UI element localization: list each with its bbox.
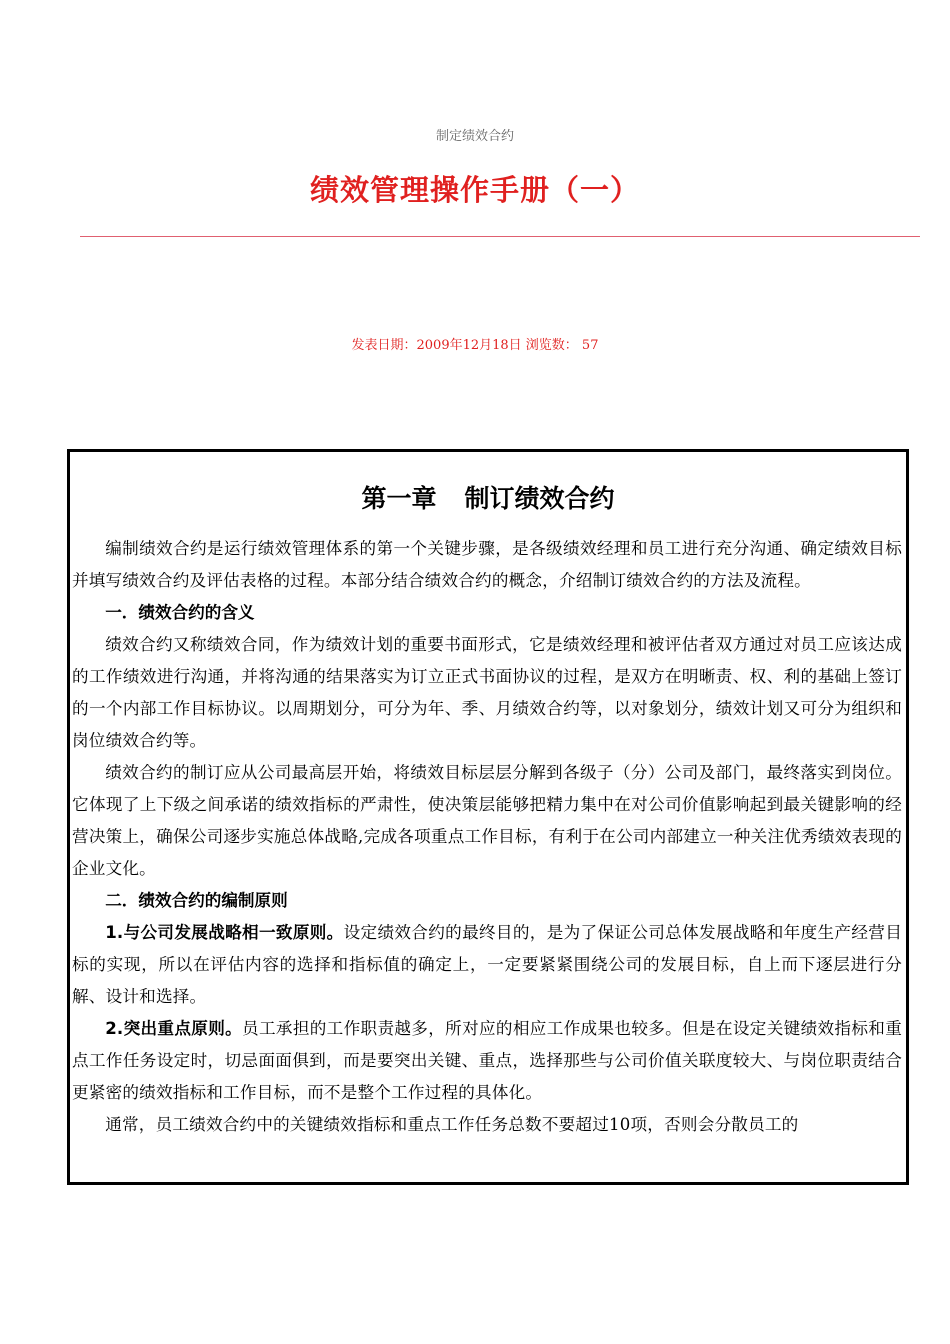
- section-heading-1: 一．绩效合约的含义: [105, 603, 255, 622]
- intro-paragraph: 编制绩效合约是运行绩效管理体系的第一个关键步骤，是各级绩效经理和员工进行充分沟通、确定绩效目标并填写绩效合约及评估表格的过程。本部分结合绩效合约的概念，介绍制订绩效合约的方法及流程。: [72, 539, 902, 590]
- principle-1-lead: 1.与公司发展战略相一致原则。: [105, 923, 344, 942]
- principle-2: [72, 1013, 902, 1109]
- chapter-name: 制订绩效合约: [464, 484, 615, 513]
- body-text: [70, 533, 906, 1141]
- content-box: [67, 449, 909, 1185]
- section-heading-2: 二．绩效合约的编制原则: [105, 891, 288, 910]
- title-divider: [80, 236, 920, 237]
- document-title: 绩效管理操作手册（一）: [309, 173, 640, 207]
- paragraph-definition: 绩效合约又称绩效合同，作为绩效计划的重要书面形式，它是绩效经理和被评估者双方通过对员工应该达成的工作绩效进行沟通，并将沟通的结果落实为订立正式书面协议的过程，是双方在明晰责、权、利的基础上签订的一个内部工作目标协议。以周期划分，可分为年、季、月绩效合约等，以对象划分，绩效计划又可分为组织和岗位绩效合约等。: [72, 635, 902, 750]
- principle-1: [72, 917, 902, 1013]
- chapter-title: [70, 479, 906, 519]
- paragraph-formulation: 绩效合约的制订应从公司最高层开始，将绩效目标层层分解到各级子（分）公司及部门，最终落实到岗位。它体现了上下级之间承诺的绩效指标的严肃性，使决策层能够把精力集中在对公司价值影响起到最关键影响的经营决策上，确保公司逐步实施总体战略,完成各项重点工作目标，有利于在公司内部建立一种关注优秀绩效表现的企业文化。: [72, 763, 902, 878]
- paragraph-indicator-count: 通常，员工绩效合约中的关键绩效指标和重点工作任务总数不要超过10项，否则会分散员工的: [105, 1115, 799, 1134]
- chapter-label: 第一章: [361, 484, 437, 513]
- publish-meta: 发表日期：2009年12月18日 浏览数： 57: [351, 338, 599, 353]
- principle-1-text: 设定绩效合约的最终目的，是为了保证公司总体发展战略和年度生产经营目标的实现，所以在评估内容的选择和指标值的确定上，一定要紧紧围绕公司的发展目标，自上而下逐层进行分解、设计和选择。: [72, 923, 902, 1006]
- principle-2-text: 员工承担的工作职责越多，所对应的相应工作成果也较多。但是在设定关键绩效指标和重点工作任务设定时，切忌面面俱到，而是要突出关键、重点，选择那些与公司价值关联度较大、与岗位职责结合更紧密的绩效指标和工作目标，而不是整个工作过程的具体化。: [72, 1019, 902, 1102]
- principle-2-lead: 2.突出重点原则。: [105, 1019, 243, 1038]
- header-note: 制定绩效合约: [435, 129, 514, 144]
